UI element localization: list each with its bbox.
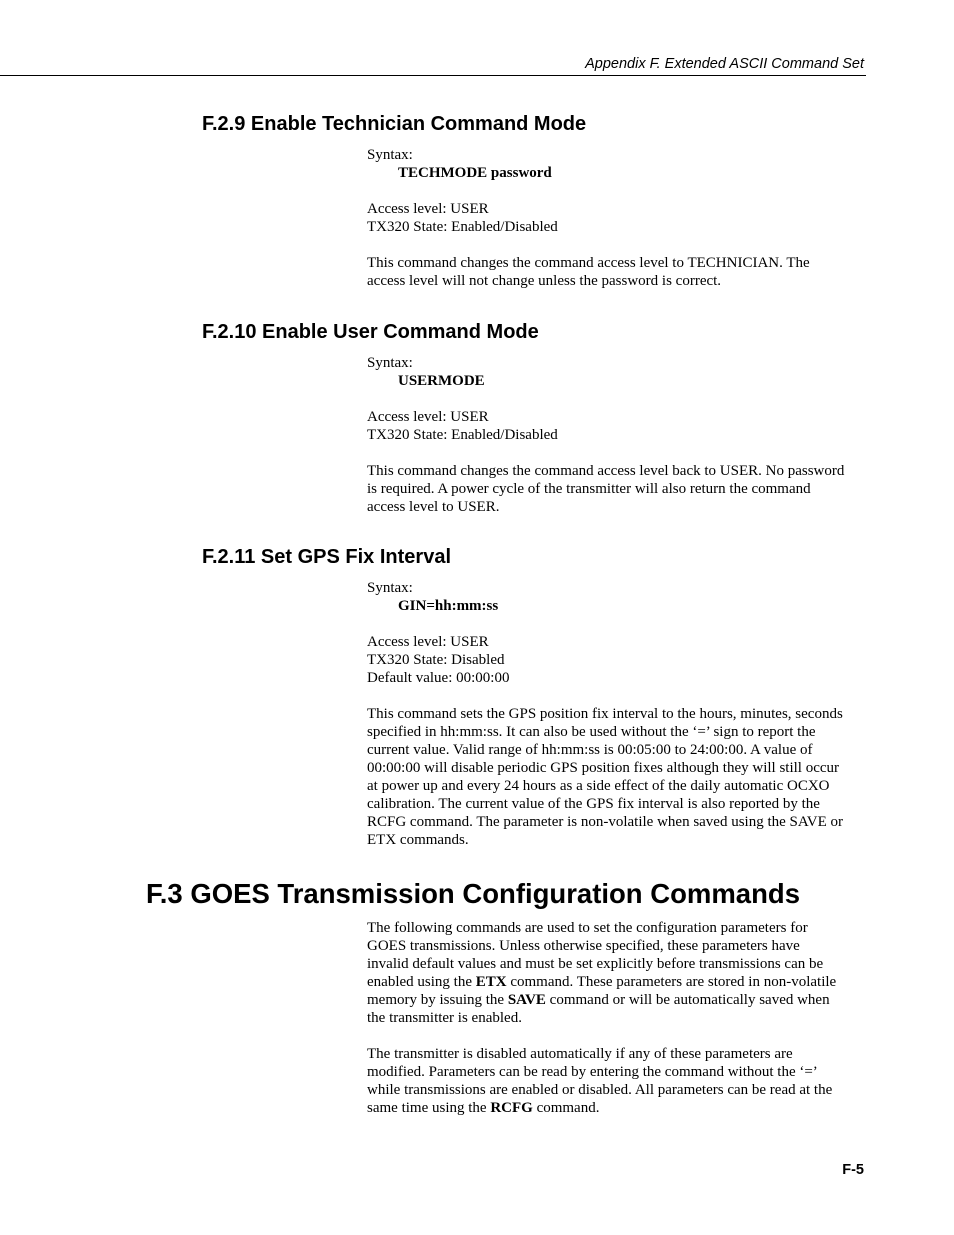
description-line: at power up and every 24 hours as a side effect of the daily automatic OCXO <box>367 778 830 794</box>
rcfg-command-ref: RCFG <box>490 1100 533 1116</box>
section-heading-f-2-11: F.2.11 Set GPS Fix Interval <box>202 546 452 568</box>
access-level: Access level: USER <box>367 634 489 650</box>
section-heading-f-2-9: F.2.9 Enable Technician Command Mode <box>202 113 587 135</box>
description-line: specified in hh:mm:ss. It can also be used without the ‘=’ sign to report the <box>367 724 816 740</box>
syntax-label: Syntax: <box>367 147 413 163</box>
description-line: RCFG command. The parameter is non-volatile when saved using the SAVE or <box>367 814 844 830</box>
spacer <box>367 390 867 408</box>
text-run: same time using the <box>367 1100 491 1116</box>
syntax-label: Syntax: <box>367 580 413 596</box>
spacer <box>367 182 867 200</box>
description-line: current value. Valid range of hh:mm:ss is 00:05:00 to 24:00:00. A value of <box>367 742 813 758</box>
section-body-f-2-9 <box>367 146 867 290</box>
spacer <box>367 444 867 462</box>
text-run: command. <box>532 1100 600 1116</box>
default-value: Default value: 00:00:00 <box>367 670 510 686</box>
access-level: Access level: USER <box>367 409 489 425</box>
description-line: access level to USER. <box>367 499 500 515</box>
page-number: F-5 <box>842 1162 864 1178</box>
transmitter-state: TX320 State: Enabled/Disabled <box>367 219 558 235</box>
access-level: Access level: USER <box>367 201 489 217</box>
spacer <box>367 236 867 254</box>
etx-command-ref: ETX <box>475 974 507 990</box>
section-heading-f-3: F.3 GOES Transmission Configuration Commands <box>146 878 800 909</box>
text-run: memory by issuing the <box>367 992 508 1008</box>
save-command-ref: SAVE <box>507 992 546 1008</box>
description-line: calibration. The current value of the GPS fix interval is also reported by the <box>367 796 820 812</box>
command-syntax: GIN=hh:mm:ss <box>398 598 499 614</box>
description-line: is required. A power cycle of the transmitter will also return the command <box>367 481 811 497</box>
text-run: command or will be automatically saved when <box>545 992 830 1008</box>
section-heading-f-2-10: F.2.10 Enable User Command Mode <box>202 321 539 343</box>
command-syntax: TECHMODE password <box>398 165 552 181</box>
command-syntax: USERMODE <box>398 373 485 389</box>
paragraph-line: GOES transmissions. Unless otherwise specified, these parameters have <box>367 938 800 954</box>
paragraph-line: The following commands are used to set the configuration parameters for <box>367 920 808 936</box>
section-body-f-3 <box>367 919 867 1117</box>
description-line: 00:00:00 will disable periodic GPS position fixes although they will still occur <box>367 760 840 776</box>
transmitter-state: TX320 State: Enabled/Disabled <box>367 427 558 443</box>
paragraph-line: while transmissions are enabled or disabled. All parameters can be read at the <box>367 1082 833 1098</box>
section-body-f-2-10 <box>367 354 867 516</box>
paragraph-line <box>367 991 867 1009</box>
description-line: access level will not change unless the password is correct. <box>367 273 722 289</box>
description-line: This command changes the command access level to TECHNICIAN. The <box>367 255 810 271</box>
text-run: enabled using the <box>367 974 476 990</box>
paragraph-line <box>367 973 867 991</box>
syntax-label: Syntax: <box>367 355 413 371</box>
spacer <box>367 1027 867 1045</box>
paragraph-line <box>367 1099 867 1117</box>
paragraph-line: The transmitter is disabled automatically if any of these parameters are <box>367 1046 793 1062</box>
text-run: command. These parameters are stored in non-volatile <box>506 974 837 990</box>
paragraph-line: modified. Parameters can be read by entering the command without the ‘=’ <box>367 1064 818 1080</box>
description-line: ETX commands. <box>367 832 469 848</box>
description-line: This command sets the GPS position fix interval to the hours, minutes, seconds <box>367 706 843 722</box>
spacer <box>367 615 867 633</box>
running-header: Appendix F. Extended ASCII Command Set <box>585 56 864 72</box>
transmitter-state: TX320 State: Disabled <box>367 652 505 668</box>
header-rule <box>0 75 866 76</box>
paragraph-line: the transmitter is enabled. <box>367 1010 522 1026</box>
description-line: This command changes the command access level back to USER. No password <box>367 463 845 479</box>
spacer <box>367 687 867 705</box>
paragraph-line: invalid default values and must be set explicitly before transmissions can be <box>367 956 824 972</box>
section-body-f-2-11 <box>367 579 867 849</box>
